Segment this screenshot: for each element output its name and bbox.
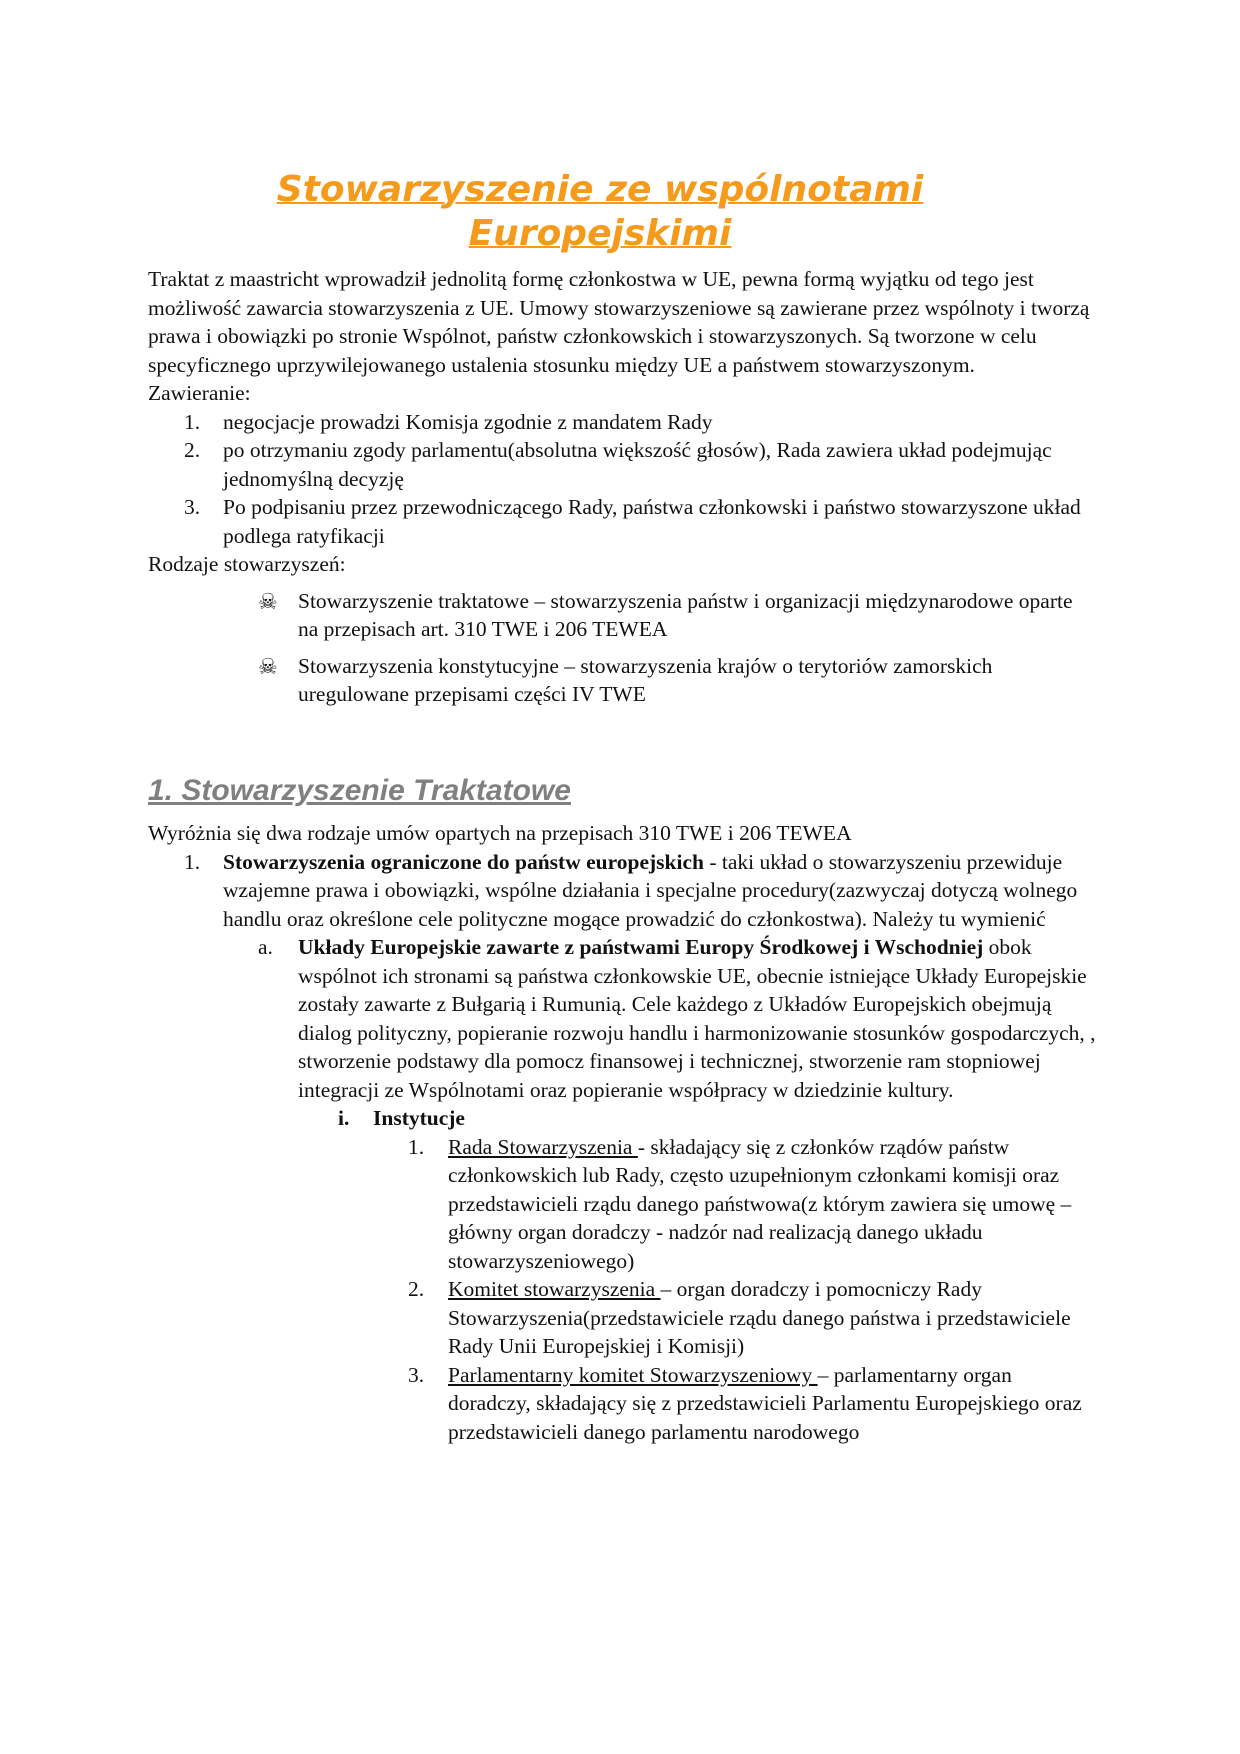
list-item-text: obok wspólnot ich stronami są państwa członkowskie UE, obecnie istniejące Układy Europejskie zostały zawarte z Bułgarią i Rumunią. Cele każdego z Układów Europejskich obejmują dialog polityczny, popieranie rozwoju handlu i harmonizowanie stosunków gospodarczych, , stworzenie podstawy dla pomocz finansowej i technicznej, stworzenie ram stopniowej integracji ze Wspólnotami oraz popieranie współpracy w dziedzinie kultury. bbox=[298, 935, 1096, 1102]
list-number: 2. bbox=[408, 1277, 425, 1301]
bullet-text: Stowarzyszenia konstytucyjne – stowarzyszenia krajów o terytoriów zamorskich uregulowane przepisami części IV TWE bbox=[298, 653, 993, 706]
list-number: 1. bbox=[408, 1134, 425, 1159]
list-number: 2. bbox=[184, 438, 201, 462]
bullet-item bbox=[148, 652, 1098, 709]
bullet-text: Stowarzyszenie traktatowe – stowarzyszenia państw i organizacji międzynarodowe oparte na przepisach art. 310 TWE i 206 TEWEA bbox=[298, 588, 1073, 641]
document-title bbox=[148, 168, 1052, 256]
list-item bbox=[148, 1104, 1098, 1133]
list-item-text: Po podpisaniu przez przewodniczącego Rady, państwa członkowski i państwo stowarzyszone układ podlega ratyfikacji bbox=[223, 495, 1081, 548]
list-item bbox=[148, 933, 1098, 1104]
list-item bbox=[148, 1275, 1098, 1361]
institution-name: Parlamentarny komitet Stowarzyszeniowy bbox=[448, 1362, 818, 1387]
section-heading: 1. Stowarzyszenie Traktatowe bbox=[148, 774, 571, 807]
intro-section bbox=[148, 265, 1098, 717]
list-item bbox=[148, 408, 1098, 437]
title-line-1: Stowarzyszenie ze wspólnotami bbox=[276, 169, 924, 210]
list-roman: i. bbox=[338, 1106, 350, 1130]
section-lead: Wyróżnia się dwa rodzaje umów opartych na przepisach 310 TWE i 206 TEWEA bbox=[148, 821, 852, 845]
list-item bbox=[148, 436, 1098, 493]
list-item-text: negocjacje prowadzi Komisja zgodnie z mandatem Rady bbox=[223, 409, 713, 434]
title-line-2: Europejskimi bbox=[468, 213, 732, 254]
list-item-bold: Stowarzyszenia ograniczone do państw europejskich bbox=[223, 849, 704, 874]
list-number: 1. bbox=[184, 849, 201, 874]
list-item bbox=[148, 1133, 1098, 1276]
institution-desc: – parlamentarny organ doradczy, składający się z przedstawicieli Parlamentu Europejskiego oraz przedstawicieli danego parlamentu narodowego bbox=[448, 1362, 1082, 1444]
list-item-text: - taki układ o stowarzyszeniu przewiduje wzajemne prawa i obowiązki, wspólne działania i specjalne procedury(zazwyczaj dotyczą wolnego handlu oraz określone cele polityczne mogące prowadzić do członkostwa). Należy tu wymienić bbox=[223, 849, 1078, 931]
section-body bbox=[148, 819, 1098, 1446]
skull-bullet-icon: ☠ bbox=[258, 654, 278, 680]
institution-name: Komitet stowarzyszenia bbox=[448, 1277, 661, 1301]
list-item bbox=[148, 493, 1098, 550]
list-item-text: po otrzymaniu zgody parlamentu(absolutna większość głosów), Rada zawiera układ podejmując jednomyślną decyzję bbox=[223, 438, 1052, 491]
zawieranie-label: Zawieranie: bbox=[148, 381, 251, 405]
institution-desc: - składający się z członków rządów państw członkowskich lub Rady, często uzupełnionym członkami komisji oraz przedstawicieli rządu danego państwowa(z którym zawiera się umowę – główny organ doradczy - nadzór nad realizacją danego układu stowarzyszeniowego) bbox=[448, 1134, 1072, 1273]
list-item bbox=[148, 848, 1098, 934]
intro-paragraph: Traktat z maastricht wprowadził jednolitą formę członkostwa w UE, pewna formą wyjątku od tego jest możliwość zawarcia stowarzyszenia z UE. Umowy stowarzyszeniowe są zawierane przez wspólnoty i tworzą prawa i obowiązki po stronie Wspólnot, państw członkowskich i stowarzyszonych. Są tworzone w celu specyficznego uprzywilejowanego ustalenia stosunku między UE a państwem stowarzyszonym. bbox=[148, 267, 1090, 377]
list-item bbox=[148, 1361, 1098, 1447]
bullet-item bbox=[148, 587, 1098, 644]
list-letter: a. bbox=[258, 935, 273, 959]
list-number: 3. bbox=[408, 1362, 425, 1387]
institution-name: Rada Stowarzyszenia bbox=[448, 1134, 638, 1159]
list-number: 3. bbox=[184, 495, 201, 519]
rodzaje-label: Rodzaje stowarzyszeń: bbox=[148, 552, 346, 576]
steps-list bbox=[148, 408, 1098, 551]
skull-bullet-icon: ☠ bbox=[258, 589, 278, 615]
institution-desc: – organ doradczy i pomocniczy Rady Stowarzyszenia(przedstawiciele rządu danego państwa i przedstawiciele Rady Unii Europejskiej i Komisji) bbox=[448, 1277, 1071, 1358]
list-number: 1. bbox=[184, 409, 201, 434]
list-item-bold: Układy Europejskie zawarte z państwami Europy Środkowej i Wschodniej bbox=[298, 935, 984, 959]
list-item-bold: Instytucje bbox=[373, 1106, 465, 1130]
